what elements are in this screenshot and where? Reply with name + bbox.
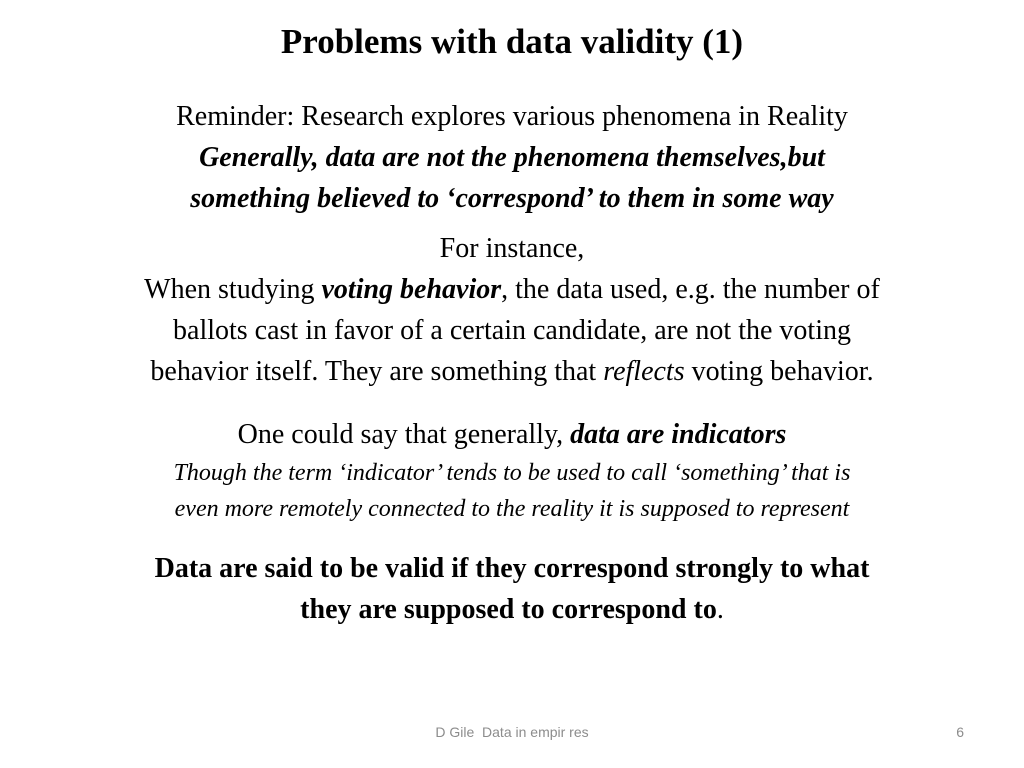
instance-text: voting behavior. <box>684 356 874 387</box>
validity-text: they are supposed to correspond to <box>300 594 717 625</box>
footer-text: D Gile Data in empir res <box>435 724 589 740</box>
validity-line-2 <box>40 589 984 630</box>
indicators-paragraph <box>40 414 984 527</box>
validity-period: . <box>716 594 724 625</box>
validity-definition <box>40 548 984 630</box>
instance-text: , the data used, e.g. the number of <box>501 274 880 305</box>
instance-line-3: ballots cast in favor of a certain candidate, are not the voting <box>173 315 851 346</box>
instance-paragraph <box>40 228 984 392</box>
reminder-emphasis-line-1: Generally, data are not the phenomena themselves,but <box>199 142 825 173</box>
instance-text: behavior itself. They are something that <box>150 356 604 387</box>
voting-behavior-emphasis: voting behavior <box>321 274 502 305</box>
indicators-line-1 <box>40 414 984 455</box>
indicators-note-line-1: Though the term ‘indicator’ tends to be used to call ‘something’ that is <box>173 460 851 486</box>
reminder-paragraph <box>40 96 984 219</box>
validity-line-1: Data are said to be valid if they correspond strongly to what <box>154 553 870 584</box>
reminder-emphasis-line-2: something believed to ‘correspond’ to them in some way <box>190 183 834 214</box>
instance-line-4 <box>40 351 984 392</box>
slide-number: 6 <box>956 724 964 740</box>
reflects-emphasis: reflects <box>603 356 685 387</box>
reminder-line: Reminder: Research explores various phenomena in Reality <box>176 101 848 132</box>
data-are-indicators-emphasis: data are indicators <box>570 419 787 450</box>
instance-text: When studying <box>144 274 322 305</box>
instance-intro: For instance, <box>439 233 585 264</box>
indicators-note-line-2: even more remotely connected to the reality it is supposed to represent <box>174 496 850 522</box>
instance-line-2 <box>40 269 984 310</box>
slide-title: Problems with data validity (1) <box>280 22 744 61</box>
indicators-text: One could say that generally, <box>237 419 571 450</box>
